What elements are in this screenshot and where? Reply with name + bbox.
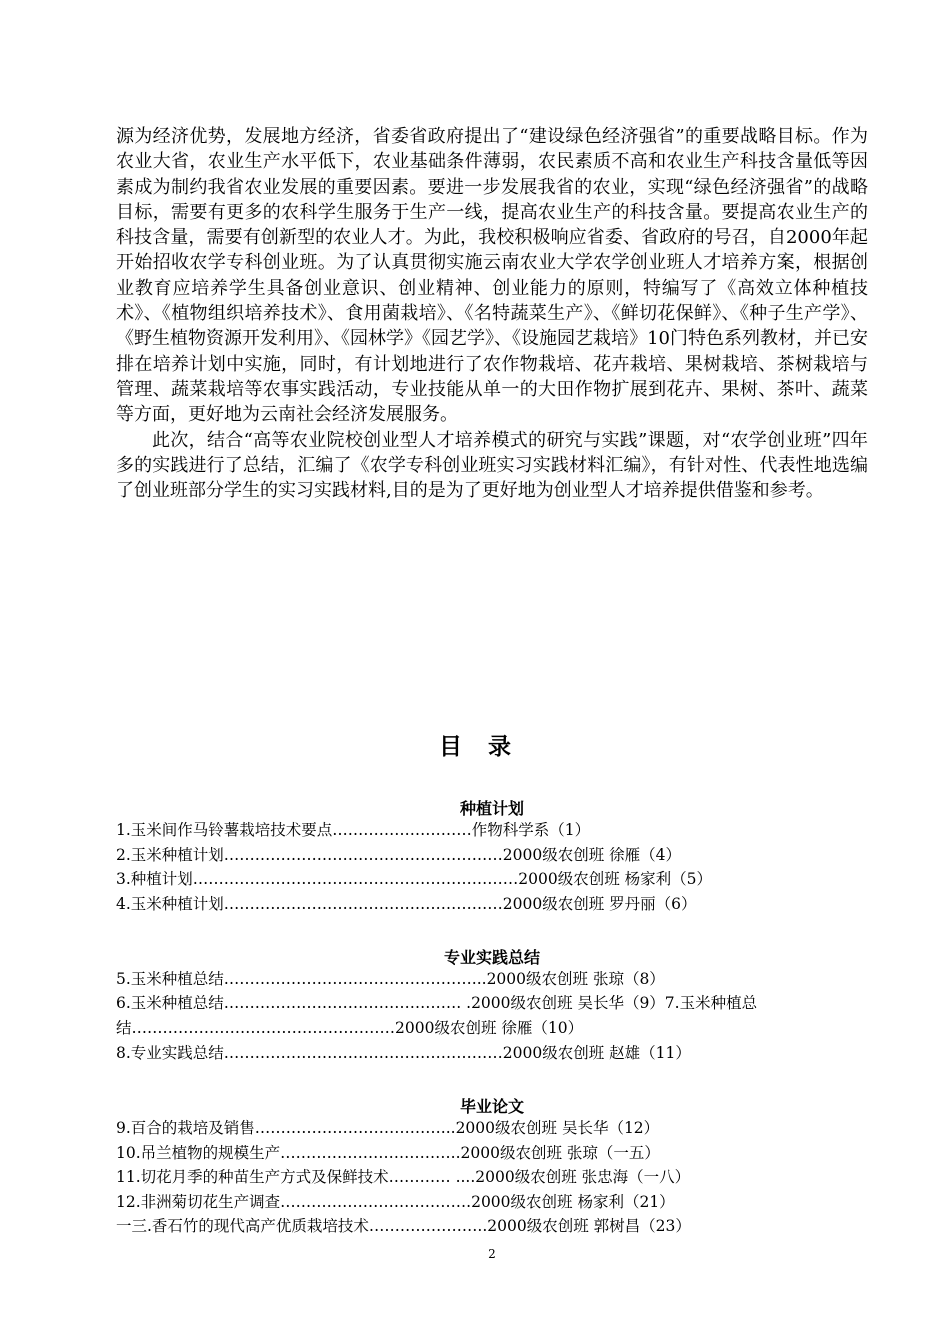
toc-entry: 一三.香石竹的现代高产优质栽培技术…………………..2000级农创班 郭树昌（23） <box>116 1217 691 1235</box>
paragraph: 此次，结合“高等农业院校创业型人才培养模式的研究与实践”课题，对“农学创业班”四年多的实践进行了总结，汇编了《农学专科创业班实习实践材料汇编》，有针对性、代表性地选编了创业班部分学生的实习实践材料,目的是为了更好地为创业型人才培养提供借鉴和参考。 <box>116 429 868 502</box>
toc-entry: 9.百合的栽培及销售………………………………...2000级农创班 吴长华（12） <box>116 1119 660 1137</box>
page-number: 2 <box>488 1247 496 1261</box>
toc-entry: 11.切花月季的种苗生产方式及保鲜技术………… ....2000级农创班 张忠海（一八） <box>116 1168 691 1186</box>
toc-title: 目录 <box>439 734 537 760</box>
paragraph: 源为经济优势，发展地方经济，省委省政府提出了“建设绿色经济强省”的重要战略目标。作为农业大省，农业生产水平低下，农业基础条件薄弱，农民素质不高和农业生产科技含量低等因素成为制约我省农业发展的重要因素。要进一步发展我省的农业，实现“绿色经济强省”的战略目标，需要有更多的农科学生服务于生产一线，提高农业生产的科技含量。要提高农业生产的科技含量，需要有创新型的农业人才。为此，我校积极响应省委、省政府的号召，自2000年起开始招收农学专科创业班。为了认真贯彻实施云南农业大学农学创业班人才培养方案，根据创业教育应培养学生具备创业意识、创业精神、创业能力的原则，特编写了《高效立体种植技术》、《植物组织培养技术》、食用菌栽培》、《名特蔬菜生产》、《鲜切花保鲜》、《种子生产学》、《野生植物资源开发利用》、《园林学》《园艺学》、《设施园艺栽培》10门特色系列教材，并已安排在培养计划中实施，同时，有计划地进行了农作物栽培、花卉栽培、果树栽培、茶树栽培与管理、蔬菜栽培等农事实践活动，专业技能从单一的大田作物扩展到花卉、果树、茶叶、蔬菜等方面，更好地为云南社会经济发展服务。 <box>116 126 868 426</box>
toc-entry: 6.玉米种植总结………………………………………. .2000级农创班 吴长华（9）7.玉米种植总结……………………………………………2000级农创班 徐雁（10） <box>116 994 758 1037</box>
toc-entry: 10.吊兰植物的规模生产……………………………..2000级农创班 张琼（一五） <box>116 1144 660 1162</box>
toc-entry: 3.种植计划………………………………………………………2000级农创班 杨家利（5） <box>116 870 713 888</box>
toc-section-heading: 专业实践总结 <box>443 948 540 967</box>
toc-entry: 12.非洲菊切花生产调查……………………………….2000级农创班 杨家利（21） <box>116 1193 675 1211</box>
toc-entry: 4.玉米种植计划………………………………………………2000级农创班 罗丹丽（6） <box>116 895 697 913</box>
toc-section-heading: 毕业论文 <box>459 1097 524 1116</box>
toc-entry: 2.玉米种植计划………………………………………………2000级农创班 徐雁（4） <box>116 846 682 864</box>
body-text <box>116 124 868 503</box>
toc-section-heading: 种植计划 <box>459 799 524 818</box>
toc-entry: 1.玉米间作马铃薯栽培技术要点………………………作物科学系（1） <box>116 821 591 839</box>
toc-entry: 8.专业实践总结………………………………………………2000级农创班 赵雄（11） <box>116 1044 691 1062</box>
toc-entry: 5.玉米种植总结…………………………………………...2000级农创班 张琼（8） <box>116 970 665 988</box>
